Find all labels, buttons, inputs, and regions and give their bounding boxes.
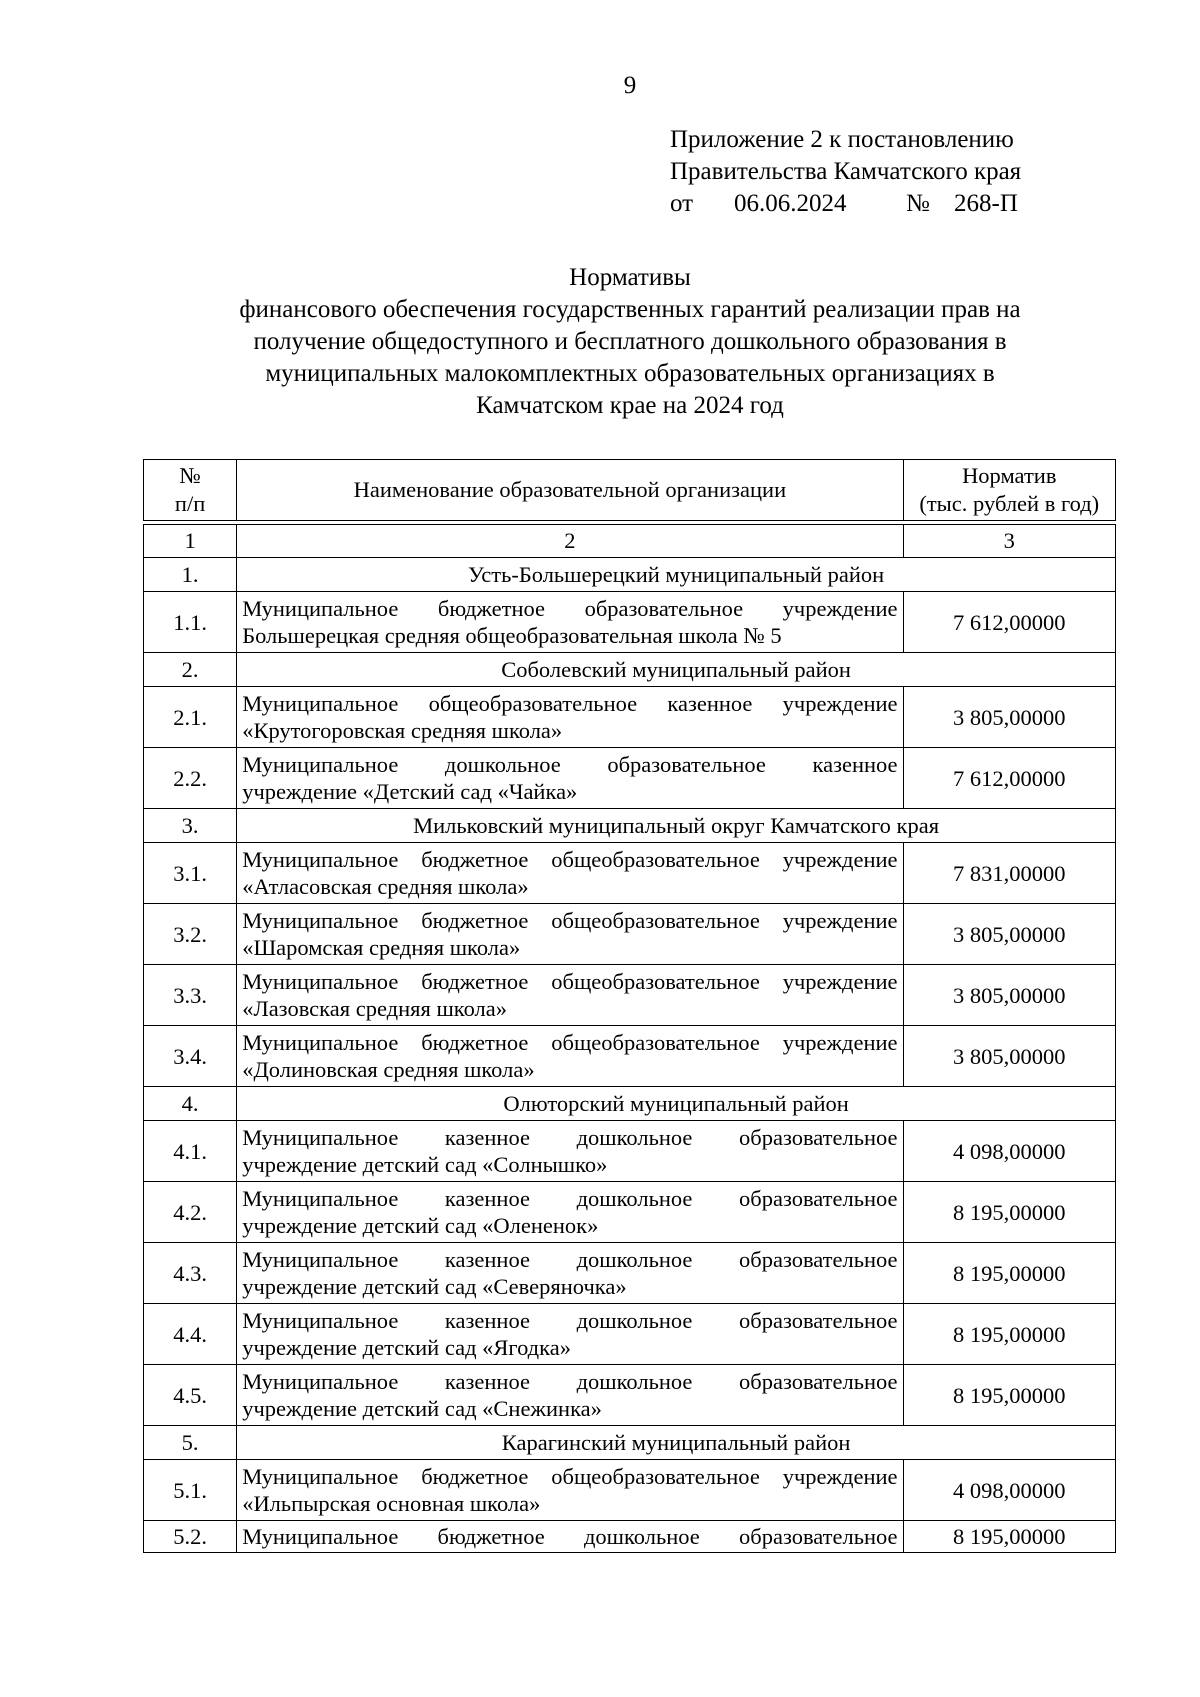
organization-name [237,687,903,748]
organization-name-line-1: Муниципальное бюджетное общеобразовательное учреждение [242,908,898,933]
organization-name [237,1460,903,1521]
row-number: 4.1. [144,1121,237,1182]
district-name: Олюторский муниципальный район [237,1087,1116,1121]
header-value-line-1: Норматив [962,463,1057,488]
header-value-line-2: (тыс. рублей в год) [919,491,1100,516]
approval-block [670,124,1021,220]
organization-name [237,1521,903,1553]
organization-name-line-1: Муниципальное бюджетное общеобразовательное учреждение [242,847,898,872]
approval-date-line [670,188,1021,220]
organization-name-line-1: Муниципальное казенное дошкольное образовательное [242,1125,898,1150]
district-name: Мильковский муниципальный округ Камчатского края [237,809,1116,843]
norm-value: 8 195,00000 [903,1521,1115,1553]
row-number: 2.2. [144,748,237,809]
table-row [144,1243,1116,1304]
header-number-line-2: п/п [174,491,206,516]
row-number: 4.4. [144,1304,237,1365]
organization-name [237,1365,903,1426]
norm-value: 8 195,00000 [903,1182,1115,1243]
organization-name [237,1026,903,1087]
row-number: 5.2. [144,1521,237,1553]
organization-name-line-2: учреждение детский сад «Ягодка» [242,1335,571,1360]
norm-value: 7 831,00000 [903,843,1115,904]
organization-name-line-2: «Ильпырская основная школа» [242,1491,541,1516]
table-row [144,748,1116,809]
norm-value: 7 612,00000 [903,748,1115,809]
norm-value: 7 612,00000 [903,592,1115,653]
table-row [144,843,1116,904]
title-line-1: Нормативы [569,264,691,291]
organization-name-line-1: Муниципальное казенное дошкольное образовательное [242,1247,898,1272]
district-number: 3. [144,809,237,843]
norm-value: 3 805,00000 [903,965,1115,1026]
organization-name-line-1: Муниципальное бюджетное образовательное учреждение [242,596,898,621]
approval-line-2: Правительства Камчатского края [670,158,1022,185]
norm-value: 4 098,00000 [903,1121,1115,1182]
column-index-3: 3 [903,525,1115,558]
norms-table [143,459,1116,1553]
row-number: 1.1. [144,592,237,653]
norm-value: 4 098,00000 [903,1460,1115,1521]
organization-name-line-1: Муниципальное бюджетное общеобразовательное учреждение [242,969,898,994]
organization-name [237,1243,903,1304]
document-title [140,262,1120,422]
organization-name [237,1304,903,1365]
title-line-5: Камчатском крае на 2024 год [476,392,784,419]
table-row [144,1182,1116,1243]
organization-name-line-2: учреждение детский сад «Снежинка» [242,1396,602,1421]
header-number [144,460,237,521]
table-row [144,1460,1116,1521]
row-number: 4.2. [144,1182,237,1243]
row-number: 4.3. [144,1243,237,1304]
organization-name-line-2: «Долиновская средняя школа» [242,1057,535,1082]
table-row [144,1365,1116,1426]
organization-name-line-1: Муниципальное общеобразовательное казенное учреждение [242,691,898,716]
district-name: Усть-Большерецкий муниципальный район [237,558,1116,592]
norm-value: 3 805,00000 [903,904,1115,965]
title-line-4: муниципальных малокомплектных образовательных организациях в [265,360,995,387]
title-line-3: получение общедоступного и бесплатного дошкольного образования в [253,328,1007,355]
row-number: 3.4. [144,1026,237,1087]
organization-name-line-1: Муниципальное казенное дошкольное образовательное [242,1308,898,1333]
district-row [144,1087,1116,1121]
row-number: 3.1. [144,843,237,904]
row-number: 3.2. [144,904,237,965]
organization-name [237,592,903,653]
organization-name-line-2: Большерецкая средняя общеобразовательная школа № 5 [242,623,782,648]
row-number: 2.1. [144,687,237,748]
organization-name-line-2: «Лазовская средняя школа» [242,996,507,1021]
organization-name-line-2: учреждение детский сад «Олененок» [242,1213,599,1238]
column-index-row [144,525,1116,558]
district-row [144,809,1116,843]
organization-name-line-2: учреждение детский сад «Солнышко» [242,1152,608,1177]
page-number: 9 [623,72,637,99]
organization-name [237,843,903,904]
district-row [144,1426,1116,1460]
row-number: 3.3. [144,965,237,1026]
table-row [144,1521,1116,1553]
organization-name [237,1121,903,1182]
approval-number-sign: № [906,190,930,217]
approval-date: 06.06.2024 [734,190,847,217]
title-line-2: финансового обеспечения государственных гарантий реализации прав на [239,296,1021,323]
table-header-row [144,460,1116,521]
norm-value: 3 805,00000 [903,1026,1115,1087]
organization-name [237,904,903,965]
table-row [144,592,1116,653]
organization-name-line-2: «Шаромская средняя школа» [242,935,521,960]
norm-value: 8 195,00000 [903,1243,1115,1304]
table-row [144,1304,1116,1365]
organization-name-line-2: учреждение «Детский сад «Чайка» [242,779,578,804]
organization-name-line-2: «Крутогоровская средняя школа» [242,718,563,743]
header-name: Наименование образовательной организации [237,460,903,521]
table-body [144,525,1116,1553]
district-number: 1. [144,558,237,592]
table-row [144,965,1116,1026]
district-number: 2. [144,653,237,687]
district-row [144,653,1116,687]
organization-name-line-1: Муниципальное казенное дошкольное образовательное [242,1186,898,1211]
district-name: Соболевский муниципальный район [237,653,1116,687]
norm-value: 8 195,00000 [903,1304,1115,1365]
district-row [144,558,1116,592]
column-index-2: 2 [237,525,903,558]
organization-name [237,965,903,1026]
district-number: 5. [144,1426,237,1460]
approval-line-1: Приложение 2 к постановлению [670,126,1014,153]
norm-value: 3 805,00000 [903,687,1115,748]
organization-name-line-1: Муниципальное бюджетное дошкольное образовательное [242,1524,898,1549]
row-number: 4.5. [144,1365,237,1426]
organization-name [237,1182,903,1243]
table-row [144,1026,1116,1087]
column-index-1: 1 [144,525,237,558]
row-number: 5.1. [144,1460,237,1521]
norm-value: 8 195,00000 [903,1365,1115,1426]
organization-name-line-1: Муниципальное бюджетное общеобразовательное учреждение [242,1464,898,1489]
district-name: Карагинский муниципальный район [237,1426,1116,1460]
header-number-line-1: № [179,463,201,488]
table-row [144,1121,1116,1182]
approval-number: 268-П [954,190,1018,217]
organization-name [237,748,903,809]
organization-name-line-2: учреждение детский сад «Северяночка» [242,1274,627,1299]
organization-name-line-1: Муниципальное дошкольное образовательное казенное [242,752,898,777]
table-row [144,904,1116,965]
organization-name-line-1: Муниципальное казенное дошкольное образовательное [242,1369,898,1394]
district-number: 4. [144,1087,237,1121]
table-row [144,687,1116,748]
organization-name-line-2: «Атласовская средняя школа» [242,874,529,899]
approval-from-label: от [670,190,694,217]
header-value [903,460,1115,521]
organization-name-line-1: Муниципальное бюджетное общеобразовательное учреждение [242,1030,898,1055]
